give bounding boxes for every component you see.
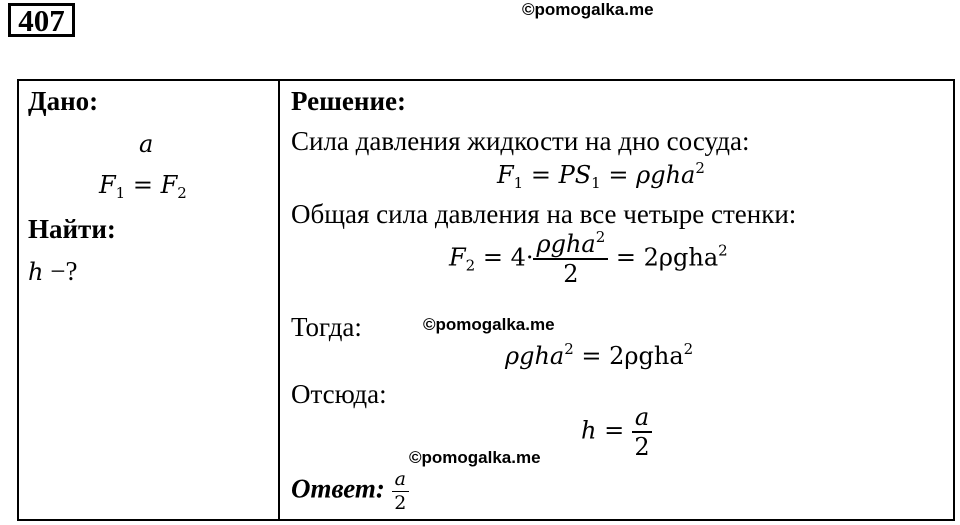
given-heading: Дано:	[28, 86, 99, 116]
fraction-wall: $\frac{\rho gha^2}{2}$	[533, 232, 608, 286]
solution-line2: Общая сила давления на все четыре стенки:	[291, 199, 797, 229]
formula-equality: ρgha$^2$ = 2ρgha$^2$	[505, 340, 694, 370]
column-divider	[278, 81, 280, 519]
watermark-top: ©pomogalka.me	[522, 0, 654, 19]
given-var-a: a	[139, 130, 154, 158]
watermark-middle: ©pomogalka.me	[423, 315, 555, 334]
formula-wall-force: $F_2 = 4\cdot$ $\frac{\rho gha^2}{2}$ = 2ρgha$^2$	[449, 228, 728, 288]
given-equation: $F_1 = F_2$	[99, 171, 187, 202]
find-heading: Найти:	[28, 214, 116, 244]
solution-line1: Сила давления жидкости на дно сосуда:	[291, 126, 750, 156]
hence-label: Отсюда:	[291, 379, 387, 409]
formula-result: h = $\frac{a}{2}$	[581, 405, 652, 459]
formula-bottom-force: $F_1 = PS_1 = \rho gha^2$	[497, 159, 705, 192]
then-label: Тогда:	[291, 312, 362, 342]
problem-number: 407	[8, 3, 75, 37]
watermark-lower: ©pomogalka.me	[409, 448, 541, 467]
find-unknown: h −?	[28, 256, 78, 286]
solution-heading: Решение:	[291, 86, 406, 116]
answer-fraction: $\frac{a}{2}$	[392, 470, 409, 513]
answer	[291, 470, 409, 513]
fraction-result: $\frac{a}{2}$	[632, 405, 652, 459]
answer-label: Ответ:	[291, 473, 385, 504]
